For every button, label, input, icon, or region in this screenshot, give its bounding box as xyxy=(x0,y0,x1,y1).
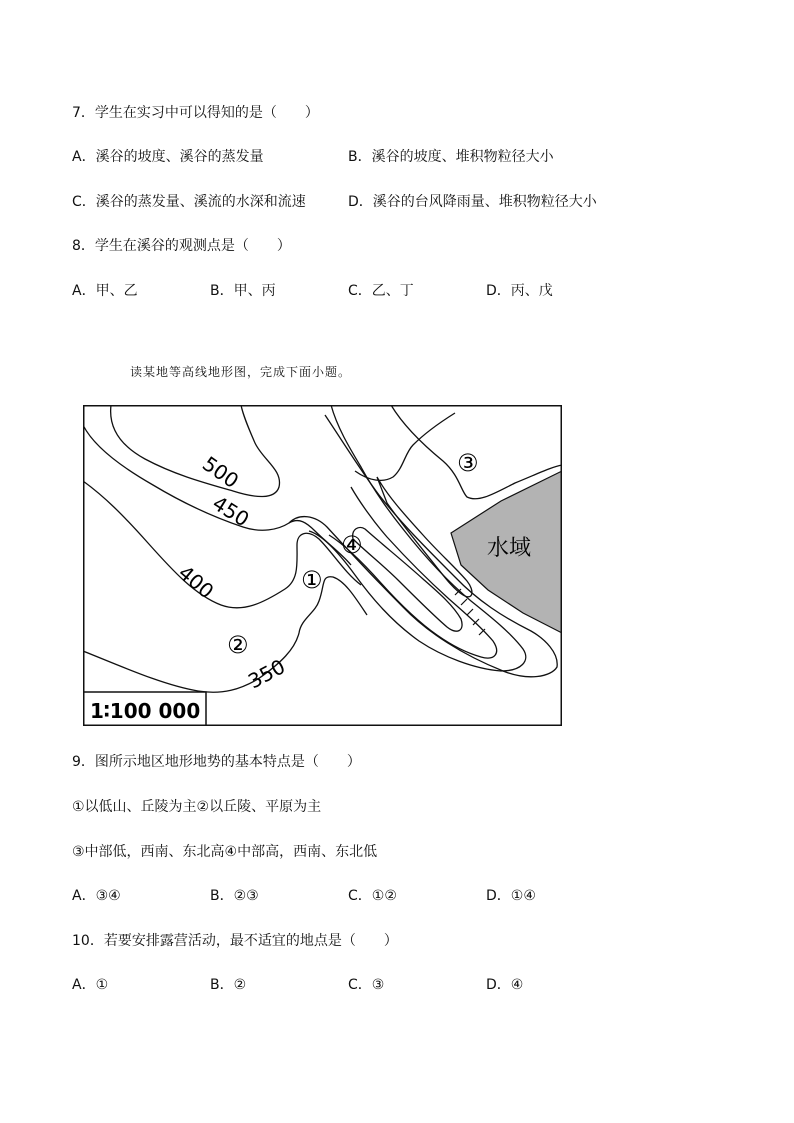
question-10-option-a[interactable]: A．① xyxy=(72,977,109,993)
question-7-option-c[interactable]: C．溪谷的蒸发量、溪流的水深和流速 xyxy=(72,194,306,210)
ridge-core xyxy=(353,527,462,631)
question-8-option-a[interactable]: A．甲、乙 xyxy=(72,283,138,299)
question-10-option-b[interactable]: B．② xyxy=(210,977,247,993)
contour-450 xyxy=(83,425,351,565)
question-9-statement-1: ①以低山、丘陵为主②以丘陵、平原为主 xyxy=(72,799,322,815)
contour-500 xyxy=(111,405,280,497)
question-7-option-a[interactable]: A．溪谷的坡度、溪谷的蒸发量 xyxy=(72,149,264,165)
contour-label-450: 450 xyxy=(208,490,254,532)
question-8-stem: 8．学生在溪谷的观测点是（ ） xyxy=(72,238,291,254)
point-label-3: ③ xyxy=(457,449,479,477)
contour-label-500: 500 xyxy=(198,451,244,493)
question-8-option-d[interactable]: D．丙、戊 xyxy=(486,283,553,299)
question-9-option-b[interactable]: B．②③ xyxy=(210,888,259,904)
contour-upper-right xyxy=(355,413,455,480)
question-10-stem: 10．若要安排露营活动，最不适宜的地点是（ ） xyxy=(72,933,398,949)
question-7-stem: 7．学生在实习中可以得知的是（ ） xyxy=(72,105,319,121)
question-10-option-d[interactable]: D．④ xyxy=(486,977,524,993)
point-label-1: ① xyxy=(301,566,323,594)
question-9-statement-2: ③中部低，西南、东北高④中部高，西南、东北低 xyxy=(72,844,378,860)
question-7-option-b[interactable]: B．溪谷的坡度、堆积物粒径大小 xyxy=(348,149,554,165)
question-8-option-c[interactable]: C．乙、丁 xyxy=(348,283,414,299)
map-intro-text: 读某地等高线地形图，完成下面小题。 xyxy=(130,365,352,379)
question-7-option-d[interactable]: D．溪谷的台风降雨量、堆积物粒径大小 xyxy=(348,194,597,210)
point-label-4: ④ xyxy=(341,531,363,559)
question-9-option-a[interactable]: A．③④ xyxy=(72,888,121,904)
question-9-stem: 9．图所示地区地形地势的基本特点是（ ） xyxy=(72,754,361,770)
contour-350 xyxy=(83,577,367,693)
water-label: 水域 xyxy=(487,536,532,561)
question-8-option-b[interactable]: B．甲、丙 xyxy=(210,283,276,299)
contour-map-svg xyxy=(83,405,562,726)
scale-label: 1∶100 000 xyxy=(90,699,201,723)
point-label-2: ② xyxy=(227,631,249,659)
question-9-option-d[interactable]: D．①④ xyxy=(486,888,536,904)
contour-map xyxy=(83,405,562,726)
question-9-option-c[interactable]: C．①② xyxy=(348,888,397,904)
contour-label-400: 400 xyxy=(173,560,219,604)
question-10-option-c[interactable]: C．③ xyxy=(348,977,385,993)
contour-label-350: 350 xyxy=(244,654,290,694)
